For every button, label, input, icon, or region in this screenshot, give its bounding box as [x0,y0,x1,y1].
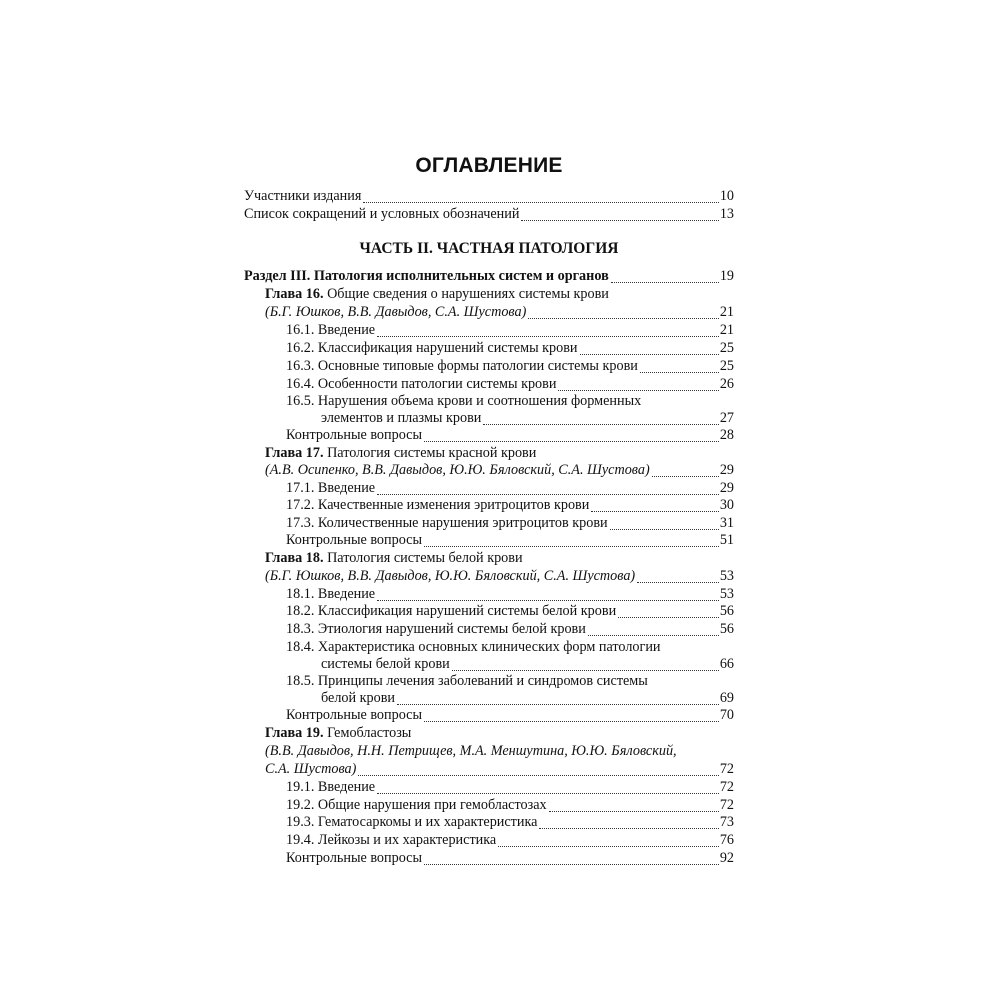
toc-entry-text: 17.2. Качественные изменения эритроцитов крови [286,497,590,513]
toc-entry-page: 72 [719,779,734,795]
dot-leader [377,793,719,794]
chapter-title: Гемобластозы [327,725,412,741]
toc-entry[interactable] [244,532,734,550]
dot-leader [452,670,719,671]
toc-entry-page: 26 [719,376,734,392]
chapter-label: Глава 18. [265,550,324,566]
toc-entry[interactable] [244,639,734,657]
dot-leader [424,546,719,547]
toc-entry-text: системы белой крови [321,656,450,672]
toc-entry-page: 56 [719,621,734,637]
toc-entry[interactable] [244,832,734,850]
toc-entry-text: Контрольные вопросы [286,532,422,548]
dot-leader [424,441,719,442]
toc-entry-text: 18.5. Принципы лечения заболеваний и синдромов системы [286,673,648,689]
dot-leader [549,811,719,812]
toc-entry-text: Контрольные вопросы [286,427,422,443]
toc-entry-text: Участники издания [244,188,362,204]
toc-entry-text: элементов и плазмы крови [321,410,482,426]
dot-leader [539,828,718,829]
dot-leader [652,476,719,477]
toc-chapter-title[interactable] [244,286,734,304]
chapter-authors: (В.В. Давыдов, Н.Н. Петрищев, М.А. Меншутина, Ю.Ю. Бяловский, [265,743,677,759]
toc-entry[interactable] [244,393,734,411]
toc-entry[interactable] [244,322,734,340]
toc-entry[interactable] [244,427,734,445]
dot-leader [424,864,719,865]
toc-entry-page: 92 [719,850,734,866]
toc-entry[interactable] [244,779,734,797]
dot-leader [377,494,719,495]
toc-entry-text: 16.1. Введение [286,322,376,338]
toc-entry-text: Контрольные вопросы [286,850,422,866]
toc-entry[interactable] [244,603,734,621]
dot-leader [640,372,719,373]
toc-entry-page: 25 [719,340,734,356]
toc-entry[interactable] [244,515,734,533]
toc-entry[interactable] [244,850,734,868]
toc-entry-text: 17.1. Введение [286,480,376,496]
toc-entry-page: 56 [719,603,734,619]
dot-leader [637,582,719,583]
dot-leader [580,354,719,355]
toc-entry-page: 29 [719,480,734,496]
toc-entry-page: 53 [719,586,734,602]
dot-leader [528,318,719,319]
toc-entry-text: Раздел III. Патология исполнительных систем и органов [244,268,609,284]
chapter-title: Патология системы белой крови [327,550,523,566]
dot-leader [521,220,718,221]
toc-entry-page: 31 [719,515,734,531]
toc-entry-page: 21 [719,322,734,338]
chapter-authors: (Б.Г. Юшков, В.В. Давыдов, С.А. Шустова) [265,304,527,320]
toc-entry-continued[interactable] [244,656,734,674]
dot-leader [397,704,719,705]
toc-chapter-authors[interactable] [244,743,734,761]
toc-chapter-authors[interactable] [244,462,734,480]
part-title: ЧАСТЬ II. ЧАСТНАЯ ПАТОЛОГИЯ [359,240,619,257]
toc-entry-continued[interactable] [244,410,734,428]
toc-entry-page: 29 [719,462,734,478]
chapter-authors: С.А. Шустова) [265,761,357,777]
dot-leader [558,390,718,391]
dot-leader [377,336,719,337]
toc-entry-text: 18.2. Классификация нарушений системы белой крови [286,603,617,619]
dot-leader [618,617,719,618]
toc-entry-text: 19.1. Введение [286,779,376,795]
toc-entry[interactable] [244,497,734,515]
toc-entry-text: Контрольные вопросы [286,707,422,723]
dot-leader [483,424,718,425]
chapter-label: Глава 17. [265,445,324,461]
toc-entry-text: 16.4. Особенности патологии системы крови [286,376,557,392]
toc-entry[interactable] [244,586,734,604]
toc-entry[interactable] [244,621,734,639]
chapter-title: Патология системы красной крови [327,445,537,461]
toc-entry[interactable] [244,480,734,498]
toc-entry-page: 10 [719,188,734,204]
chapter-label: Глава 19. [265,725,324,741]
toc-chapter-authors-continued[interactable] [244,761,734,779]
dot-leader [363,202,718,203]
toc-entry-text: 19.4. Лейкозы и их характеристика [286,832,497,848]
toc-entry[interactable] [244,814,734,832]
toc-entry[interactable] [244,797,734,815]
toc-entry-text: 18.3. Этиология нарушений системы белой крови [286,621,586,637]
toc-entry-text: 16.3. Основные типовые формы патологии системы крови [286,358,638,374]
toc-entry-text: 18.4. Характеристика основных клинических форм патологии [286,639,661,655]
dot-leader [377,600,719,601]
toc-entry[interactable] [244,206,734,224]
dot-leader [588,635,719,636]
toc-entry-page: 21 [719,304,734,320]
toc-entry[interactable] [244,358,734,376]
toc-entry-page: 72 [719,761,734,777]
toc-heading: ОГЛАВЛЕНИЕ [415,154,563,177]
dot-leader [358,775,718,776]
toc-entry-page: 28 [719,427,734,443]
toc-entry-text: 19.3. Гематосаркомы и их характеристика [286,814,538,830]
toc-entry-page: 27 [719,410,734,426]
toc-entry-text: 16.5. Нарушения объема крови и соотношения форменных [286,393,642,409]
dot-leader [591,511,718,512]
toc-entry[interactable] [244,376,734,394]
dot-leader [498,846,719,847]
toc-entry-page: 70 [719,707,734,723]
chapter-authors: (Б.Г. Юшков, В.В. Давыдов, Ю.Ю. Бяловский, С.А. Шустова) [265,568,636,584]
toc-entry-page: 73 [719,814,734,830]
toc-entry[interactable] [244,673,734,691]
toc-entry-text: 17.3. Количественные нарушения эритроцитов крови [286,515,608,531]
dot-leader [424,721,719,722]
toc-chapter-title[interactable] [244,550,734,568]
toc-chapter-title[interactable] [244,445,734,463]
toc-entry-page: 53 [719,568,734,584]
toc-entry-page: 25 [719,358,734,374]
dot-leader [610,529,719,530]
toc-entry-page: 69 [719,690,734,706]
toc-entry-page: 30 [719,497,734,513]
toc-entry[interactable] [244,188,734,206]
toc-entry-page: 72 [719,797,734,813]
dot-leader [611,282,719,283]
toc-chapter-authors[interactable] [244,568,734,586]
toc-entry-text: белой крови [321,690,396,706]
toc-entry-page: 19 [719,268,734,284]
chapter-authors: (А.В. Осипенко, В.В. Давыдов, Ю.Ю. Бяловский, С.А. Шустова) [265,462,650,478]
toc-entry-continued[interactable] [244,690,734,708]
toc-entry-page: 76 [719,832,734,848]
toc-entry-page: 13 [719,206,734,222]
toc-entry[interactable] [244,340,734,358]
toc-entry-page: 51 [719,532,734,548]
toc-entry-text: 16.2. Классификация нарушений системы крови [286,340,578,356]
toc-entry-text: 18.1. Введение [286,586,376,602]
toc-entry-text: Список сокращений и условных обозначений [244,206,520,222]
toc-section-entry[interactable] [244,268,734,286]
toc-chapter-title[interactable] [244,725,734,743]
chapter-label: Глава 16. [265,286,324,302]
toc-entry-text: 19.2. Общие нарушения при гемобластозах [286,797,547,813]
toc-entry-page: 66 [719,656,734,672]
toc-entry[interactable] [244,707,734,725]
chapter-title: Общие сведения о нарушениях системы крови [327,286,609,302]
toc-chapter-authors[interactable] [244,304,734,322]
